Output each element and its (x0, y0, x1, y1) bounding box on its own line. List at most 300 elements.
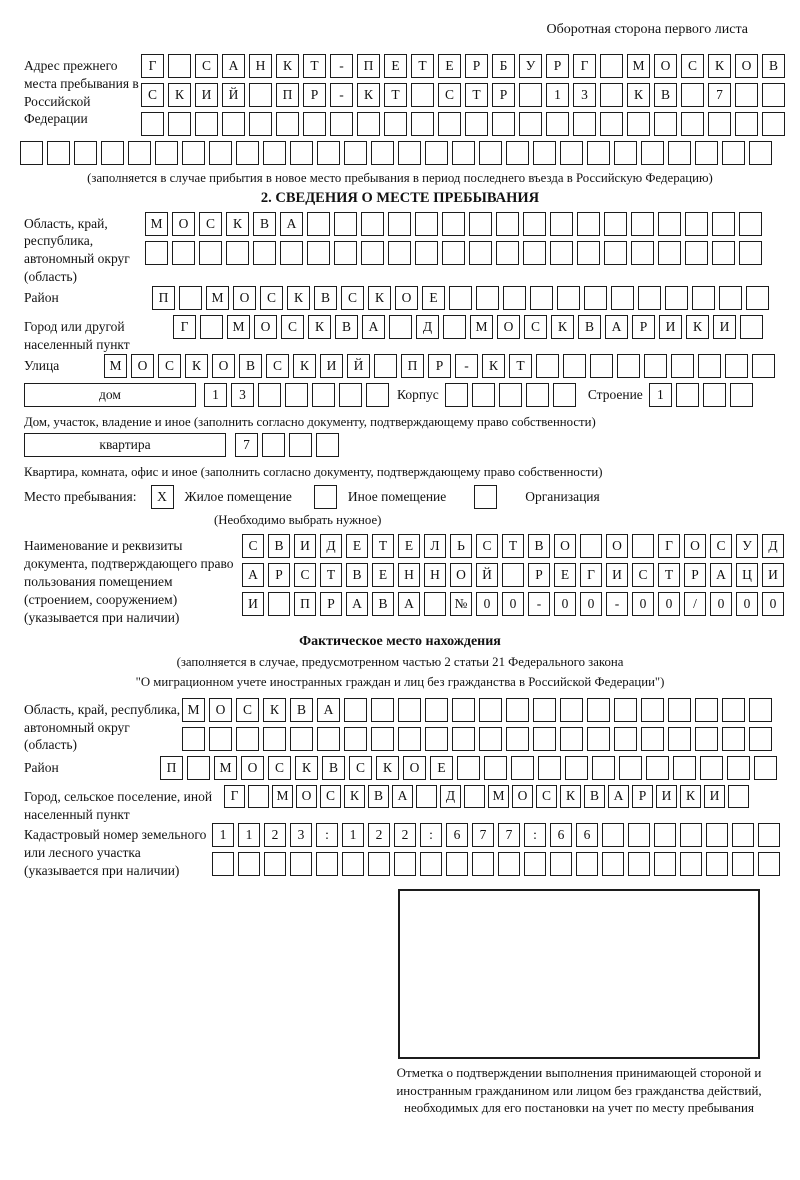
char-cell: Т (509, 354, 532, 378)
char-cell (560, 141, 583, 165)
char-cell (452, 698, 475, 722)
house-type-box: дом (24, 383, 196, 407)
char-cell: Р (268, 563, 290, 587)
actual-location-note-1: (заполняется в случае, предусмотренном частью 2 статьи 21 Федерального закона (176, 655, 624, 670)
char-cell: И (704, 785, 725, 808)
char-cell: 3 (231, 383, 254, 407)
char-cell (442, 241, 465, 265)
actual-location-title: Фактическое место нахождения (299, 634, 501, 650)
char-cell (536, 354, 559, 378)
char-boxes-row (182, 698, 776, 722)
char-cell (334, 241, 357, 265)
char-cell: К (295, 756, 318, 780)
char-cell: С (294, 563, 316, 587)
char-boxes-row (104, 354, 779, 378)
char-cell: С (195, 54, 218, 78)
actual-location-note-2: "О миграционном учете иностранных граждан и лиц без гражданства в Российской Федерации") (135, 675, 665, 690)
char-cell: Т (372, 534, 394, 558)
section2-title: 2. СВЕДЕНИЯ О МЕСТЕ ПРЕБЫВАНИЯ (260, 189, 540, 206)
char-cell: В (335, 315, 358, 339)
char-cell: В (528, 534, 550, 558)
char-cell (553, 383, 576, 407)
char-cell: У (519, 54, 542, 78)
char-cell (577, 212, 600, 236)
char-cell: М (627, 54, 650, 78)
char-boxes-row (145, 241, 766, 265)
char-cell (312, 383, 335, 407)
char-cell (289, 433, 312, 457)
char-cell: И (762, 563, 784, 587)
char-cell (506, 698, 529, 722)
char-cell (506, 727, 529, 751)
char-cell (727, 756, 750, 780)
char-cell: 1 (546, 83, 569, 107)
char-boxes-row (224, 785, 752, 808)
char-cell: Г (580, 563, 602, 587)
char-cell (631, 212, 654, 236)
char-cell (344, 141, 367, 165)
char-cell: А (222, 54, 245, 78)
char-cell (722, 141, 745, 165)
stay-option-label: Организация (525, 488, 600, 504)
char-cell: И (242, 592, 264, 616)
char-cell: В (762, 54, 785, 78)
char-cell (445, 383, 468, 407)
char-cell: С (281, 315, 304, 339)
char-cell: М (488, 785, 509, 808)
char-cell (371, 141, 394, 165)
char-cell: 0 (658, 592, 680, 616)
char-cell (668, 141, 691, 165)
char-cell (604, 212, 627, 236)
char-cell (600, 112, 623, 136)
char-cell (236, 141, 259, 165)
char-cell: М (104, 354, 127, 378)
char-cell (425, 727, 448, 751)
apartment-note: Квартира, комната, офис и иное (заполнить согласно документу, подтверждающему право собственности) (24, 465, 603, 480)
char-cell: 3 (290, 823, 312, 847)
char-cell: С (524, 315, 547, 339)
char-cell: В (654, 83, 677, 107)
char-cell (749, 141, 772, 165)
house-row (24, 383, 800, 412)
char-cell (604, 241, 627, 265)
char-cell (316, 852, 338, 876)
char-cell (389, 315, 412, 339)
char-cell (758, 823, 780, 847)
char-cell: 1 (204, 383, 227, 407)
char-cell (565, 756, 588, 780)
char-cell: С (260, 286, 283, 310)
char-cell: Р (546, 54, 569, 78)
char-cell: О (735, 54, 758, 78)
char-cell (268, 592, 290, 616)
char-cell: Е (372, 563, 394, 587)
char-cell (411, 83, 434, 107)
char-cell (587, 727, 610, 751)
char-cell: 0 (762, 592, 784, 616)
char-cell (285, 383, 308, 407)
char-cell (496, 241, 519, 265)
char-cell (617, 354, 640, 378)
char-cell (557, 286, 580, 310)
city-field (24, 315, 800, 354)
char-cell: Б (492, 54, 515, 78)
char-cell (706, 823, 728, 847)
char-cell (452, 141, 475, 165)
char-cell (665, 286, 688, 310)
char-cell: 0 (502, 592, 524, 616)
city2-label: Город, сельское поселение, иной населенный пункт (24, 788, 213, 822)
char-cell: П (357, 54, 380, 78)
char-cell (253, 241, 276, 265)
stay-option-label: Жилое помещение (184, 488, 292, 504)
stay-type-row (24, 485, 800, 509)
char-cell: Г (173, 315, 196, 339)
char-cell: 6 (550, 823, 572, 847)
char-boxes-row (20, 141, 800, 165)
char-boxes-row (160, 756, 781, 780)
char-cell (334, 212, 357, 236)
char-cell (658, 241, 681, 265)
char-cell (685, 212, 708, 236)
char-cell (719, 286, 742, 310)
char-cell: С (266, 354, 289, 378)
char-cell (681, 112, 704, 136)
char-cell: К (560, 785, 581, 808)
char-cell (307, 241, 330, 265)
char-cell (658, 212, 681, 236)
char-cell (560, 698, 583, 722)
char-cell (249, 83, 272, 107)
char-cell: Р (492, 83, 515, 107)
char-cell: И (294, 534, 316, 558)
char-cell: В (314, 286, 337, 310)
prev-address-field (24, 54, 800, 141)
char-cell: О (212, 354, 235, 378)
char-cell: К (168, 83, 191, 107)
char-cell: Р (684, 563, 706, 587)
char-cell (680, 852, 702, 876)
char-cell: В (578, 315, 601, 339)
char-cell (641, 698, 664, 722)
prev-address-note: (заполняется в случае прибытия в новое место пребывания в период последнего въезда в Российскую Федерацию) (87, 171, 713, 185)
char-cell (398, 727, 421, 751)
char-cell: - (606, 592, 628, 616)
char-cell: О (606, 534, 628, 558)
korpus-label: Корпус (397, 386, 439, 402)
char-cell (638, 286, 661, 310)
char-cell: Г (573, 54, 596, 78)
char-boxes-row (152, 286, 773, 310)
char-cell (290, 141, 313, 165)
city2-field (24, 785, 800, 824)
char-cell (550, 241, 573, 265)
char-cell (698, 354, 721, 378)
char-cell: Т (303, 54, 326, 78)
char-cell: Д (416, 315, 439, 339)
char-cell: К (263, 698, 286, 722)
char-cell (209, 727, 232, 751)
char-cell: К (357, 83, 380, 107)
char-cell: П (294, 592, 316, 616)
char-cell: Ц (736, 563, 758, 587)
char-cell: И (656, 785, 677, 808)
char-cell: А (280, 212, 303, 236)
char-cell (680, 823, 702, 847)
char-cell: В (584, 785, 605, 808)
char-cell (502, 563, 524, 587)
char-cell: 0 (710, 592, 732, 616)
char-cell (258, 383, 281, 407)
char-cell (361, 212, 384, 236)
char-cell: Р (632, 315, 655, 339)
char-cell: К (368, 286, 391, 310)
char-cell (344, 698, 367, 722)
char-cell (735, 112, 758, 136)
char-cell (317, 727, 340, 751)
char-cell: Р (303, 83, 326, 107)
char-cell (457, 756, 480, 780)
char-cell (472, 852, 494, 876)
char-cell (361, 241, 384, 265)
char-cell: Д (762, 534, 784, 558)
char-cell: С (158, 354, 181, 378)
char-cell (415, 212, 438, 236)
char-cell: С (236, 698, 259, 722)
char-cell: 0 (580, 592, 602, 616)
char-cell (307, 212, 330, 236)
document-field (24, 534, 800, 626)
char-cell (469, 241, 492, 265)
char-boxes-row (141, 54, 789, 78)
char-cell (732, 823, 754, 847)
char-cell (226, 241, 249, 265)
char-cell: Р (428, 354, 451, 378)
char-cell (280, 241, 303, 265)
char-cell (141, 112, 164, 136)
char-cell (644, 354, 667, 378)
char-cell: О (131, 354, 154, 378)
char-cell: О (554, 534, 576, 558)
char-cell (303, 112, 326, 136)
char-cell: Е (554, 563, 576, 587)
char-cell: Л (424, 534, 446, 558)
char-cell: С (476, 534, 498, 558)
house-number-boxes (204, 383, 393, 407)
char-cell: П (401, 354, 424, 378)
corner-note: Оборотная сторона первого листа (546, 22, 748, 37)
char-cell (498, 852, 520, 876)
char-cell: Г (141, 54, 164, 78)
char-cell (182, 727, 205, 751)
char-cell: М (272, 785, 293, 808)
char-cell (388, 212, 411, 236)
char-cell (371, 698, 394, 722)
char-cell: П (160, 756, 183, 780)
char-cell (524, 852, 546, 876)
char-cell (290, 852, 312, 876)
char-cell (74, 141, 97, 165)
char-cell: 1 (649, 383, 672, 407)
char-cell: 0 (476, 592, 498, 616)
char-cell (671, 354, 694, 378)
char-cell: Р (632, 785, 653, 808)
char-cell (317, 141, 340, 165)
char-cell: Т (658, 563, 680, 587)
char-cell: Ь (450, 534, 472, 558)
char-cell: О (254, 315, 277, 339)
char-cell: С (268, 756, 291, 780)
char-cell: И (195, 83, 218, 107)
char-cell (443, 315, 466, 339)
char-cell: Р (528, 563, 550, 587)
char-cell (654, 823, 676, 847)
char-cell: А (398, 592, 420, 616)
char-cell (248, 785, 269, 808)
char-cell (506, 141, 529, 165)
char-boxes-row (242, 592, 788, 616)
char-cell (573, 112, 596, 136)
char-cell: О (395, 286, 418, 310)
region-field (24, 212, 800, 286)
char-cell: К (276, 54, 299, 78)
char-cell (366, 383, 389, 407)
char-cell: У (736, 534, 758, 558)
char-cell (628, 823, 650, 847)
char-cell (533, 727, 556, 751)
char-cell (479, 141, 502, 165)
char-cell (371, 727, 394, 751)
district2-field (24, 756, 800, 785)
char-cell (600, 83, 623, 107)
char-cell (499, 383, 522, 407)
char-cell: О (172, 212, 195, 236)
char-cell: 7 (498, 823, 520, 847)
char-cell (580, 534, 602, 558)
char-cell (469, 212, 492, 236)
char-cell (739, 241, 762, 265)
char-cell: Т (465, 83, 488, 107)
char-cell (262, 433, 285, 457)
char-cell: К (308, 315, 331, 339)
char-cell: Н (249, 54, 272, 78)
char-cell: С (438, 83, 461, 107)
char-cell (526, 383, 549, 407)
street-label: Улица (24, 357, 60, 373)
char-cell (762, 112, 785, 136)
char-cell (695, 698, 718, 722)
char-cell (602, 823, 624, 847)
char-cell (519, 112, 542, 136)
char-cell: 7 (472, 823, 494, 847)
char-cell (464, 785, 485, 808)
char-cell (394, 852, 416, 876)
char-cell: О (512, 785, 533, 808)
char-cell (732, 852, 754, 876)
char-cell (168, 54, 191, 78)
char-cell (503, 286, 526, 310)
char-cell (222, 112, 245, 136)
char-cell (695, 141, 718, 165)
char-cell: Й (476, 563, 498, 587)
char-cell: К (344, 785, 365, 808)
char-cell: К (627, 83, 650, 107)
prev-address-label: Адрес прежнего места пребывания в Российской Федерации (24, 58, 139, 127)
region2-field (24, 698, 800, 756)
char-cell: В (268, 534, 290, 558)
char-cell: 3 (573, 83, 596, 107)
char-cell: : (524, 823, 546, 847)
char-cell (212, 852, 234, 876)
char-cell (449, 286, 472, 310)
char-cell (712, 212, 735, 236)
char-cell (706, 852, 728, 876)
char-cell (195, 112, 218, 136)
char-cell: О (209, 698, 232, 722)
char-cell (264, 852, 286, 876)
char-boxes-row (173, 315, 767, 339)
char-cell (749, 698, 772, 722)
char-cell (314, 485, 337, 509)
char-cell: К (226, 212, 249, 236)
char-cell (703, 383, 726, 407)
char-cell (425, 141, 448, 165)
char-cell (492, 112, 515, 136)
char-cell: А (605, 315, 628, 339)
char-cell (560, 727, 583, 751)
stroenie-label: Строение (587, 386, 643, 402)
char-cell (646, 756, 669, 780)
char-cell (538, 756, 561, 780)
char-cell: 2 (368, 823, 390, 847)
district2-label: Район (24, 759, 59, 775)
region2-label: Область, край, республика, автономный округ (область) (24, 701, 181, 753)
char-cell (668, 698, 691, 722)
char-cell (479, 698, 502, 722)
char-cell: 6 (446, 823, 468, 847)
char-cell: 0 (554, 592, 576, 616)
char-cell: С (710, 534, 732, 558)
char-cell: 2 (394, 823, 416, 847)
char-cell (546, 112, 569, 136)
char-cell: - (330, 83, 353, 107)
char-boxes-row (242, 534, 788, 558)
char-cell (587, 698, 610, 722)
char-cell (145, 241, 168, 265)
char-cell (474, 485, 497, 509)
char-cell: И (606, 563, 628, 587)
char-cell: 1 (212, 823, 234, 847)
char-cell: Т (320, 563, 342, 587)
char-cell (730, 383, 753, 407)
cadastral-label: Кадастровый номер земельного или лесного участка (указывается при наличии) (24, 827, 207, 878)
char-cell (739, 212, 762, 236)
char-cell (276, 112, 299, 136)
char-cell (587, 141, 610, 165)
char-cell (330, 112, 353, 136)
char-cell (590, 354, 613, 378)
char-cell: В (239, 354, 262, 378)
char-cell (20, 141, 43, 165)
char-cell: О (654, 54, 677, 78)
char-cell (614, 698, 637, 722)
apartment-number-boxes (235, 433, 343, 457)
char-cell: С (320, 785, 341, 808)
char-cell (631, 241, 654, 265)
char-cell: Г (224, 785, 245, 808)
confirmation-caption: Отметка о подтверждении выполнения принимающей стороной и иностранным гражданином или лицом без гражданства действий, необходимых для его постановки на учет по месту пребывания (396, 1065, 762, 1116)
